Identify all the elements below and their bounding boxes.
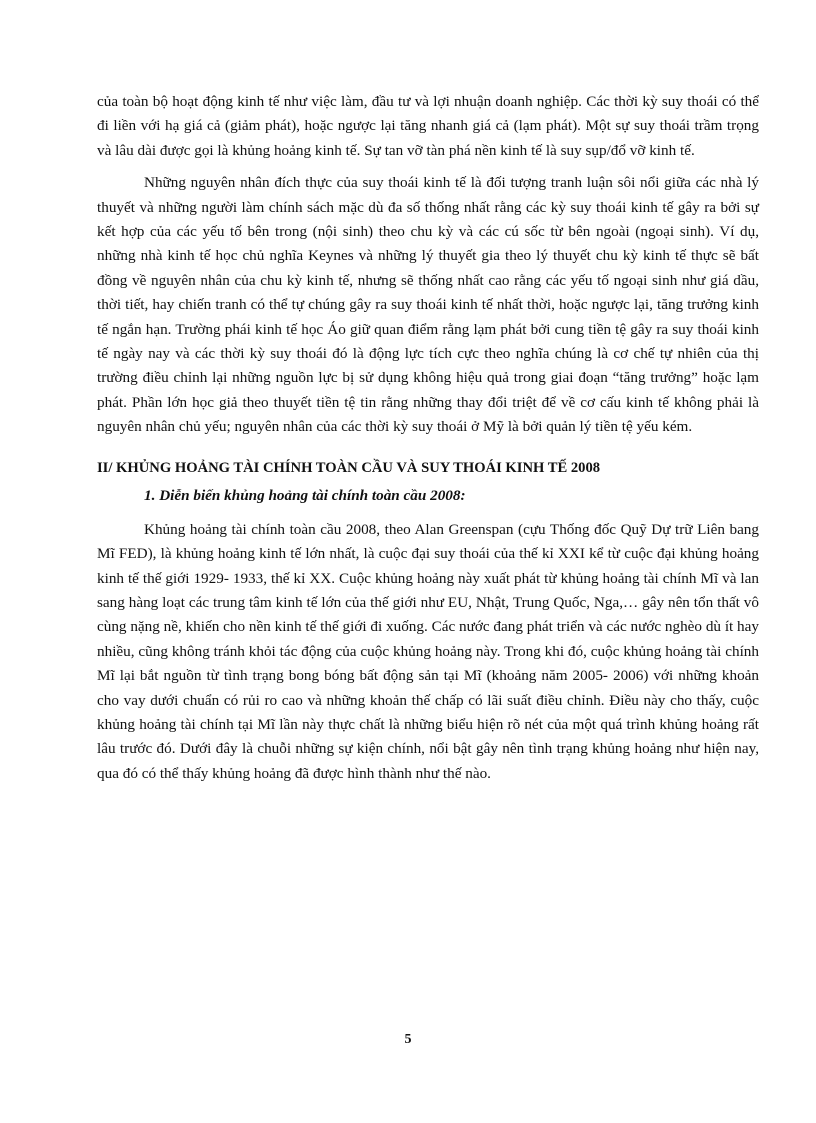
paragraph-recession-causes: Những nguyên nhân đích thực của suy thoái kinh tế là đối tượng tranh luận sôi nổi giữa các nhà lý thuyết và những người làm chính sách mặc dù đa số thống nhất rằng các kỳ suy thoái kinh tế gây ra bởi sự kết hợp của các yếu tố bên trong (nội sinh) theo chu kỳ và các cú sốc từ bên ngoài (ngoại sinh). Ví dụ, những nhà kinh tế học chủ nghĩa Keynes và những lý thuyết gia theo lý thuyết chu kỳ kinh tế thực sẽ bất đồng về nguyên nhân của chu kỳ kinh tế, nhưng sẽ thống nhất cao rằng các yếu tố ngoại sinh như giá dầu, thời tiết, hay chiến tranh có thể tự chúng gây ra suy thoái kinh tế nhất thời, hoặc ngược lại, tăng trưởng kinh tế ngắn hạn. Trường phái kinh tế học Áo giữ quan điểm rằng lạm phát bởi cung tiền tệ gây ra suy thoái kinh tế ngày nay và các thời kỳ suy thoái đó là động lực tích cực theo nghĩa chúng là cơ chế tự nhiên của thị trường điều chỉnh lại những nguồn lực bị sử dụng không hiệu quả trong giai đoạn “tăng trưởng” hoặc lạm phát. Phần lớn học giả theo thuyết tiền tệ tin rằng những thay đổi triệt để về cơ cấu kinh tế không phải là nguyên nhân chủ yếu; nguyên nhân của các thời kỳ suy thoái ở Mỹ là bởi quản lý tiền tệ yếu kém. [97,174,759,436]
paragraph-crisis-2008: Khủng hoảng tài chính toàn cầu 2008, theo Alan Greenspan (cựu Thống đốc Quỹ Dự trữ Liên bang Mĩ FED), là khủng hoảng kinh tế lớn nhất, là cuộc đại suy thoái của thế kỉ XXI kể từ cuộc đại khủng hoảng kinh tế thế giới 1929- 1933, thế kỉ XX. Cuộc khủng hoảng này xuất phát từ khủng hoảng tài chính Mĩ và lan sang hàng loạt các trung tâm kinh tế lớn của thế giới như EU, Nhật, Trung Quốc, Nga,… gây nên tổn thất vô cùng nặng nề, khiến cho nền kinh tế thế giới đi xuống. Các nước đang phát triển và các nước nghèo dù ít hay nhiều, cũng không tránh khỏi tác động của cuộc khủng hoảng này. Trong khi đó, cuộc khủng hoảng tài chính Mĩ lại bắt nguồn từ tình trạng bong bóng bất động sản tại Mĩ (khoảng năm 2005- 2006) với những khoản cho vay dưới chuẩn có rủi ro cao và những khoản thế chấp có lãi suất điều chỉnh. Điều này cho thấy, cuộc khủng hoảng tài chính tại Mĩ lần này thực chất là những biểu hiện rõ nét của một quá trình khủng hoảng rất lâu trước đó. Dưới đây là chuỗi những sự kiện chính, nổi bật gây nên tình trạng khủng hoảng như hiện nay, qua đó có thể thấy khủng hoảng đã được hình thành như thế nào. [97,520,759,782]
page-number: 5 [404,1032,412,1047]
section-heading: II/ KHỦNG HOẢNG TÀI CHÍNH TOÀN CẦU VÀ SUY THOÁI KINH TẾ 2008 [97,459,601,476]
paragraph-recession-definition: của toàn bộ hoạt động kinh tế như việc làm, đầu tư và lợi nhuận doanh nghiệp. Các thời kỳ suy thoái có thể đi liền với hạ giá cả (giảm phát), hoặc ngược lại tăng nhanh giá cả (lạm phát). Một sự suy thoái trầm trọng và lâu dài được gọi là khủng hoảng kinh tế. Sự tan vỡ tàn phá nền kinh tế là suy sụp/đổ vỡ kinh tế. [97,93,759,159]
document-page [97,90,759,786]
subsection-heading: 1. Diễn biến khủng hoảng tài chính toàn cầu 2008: [144,486,466,504]
